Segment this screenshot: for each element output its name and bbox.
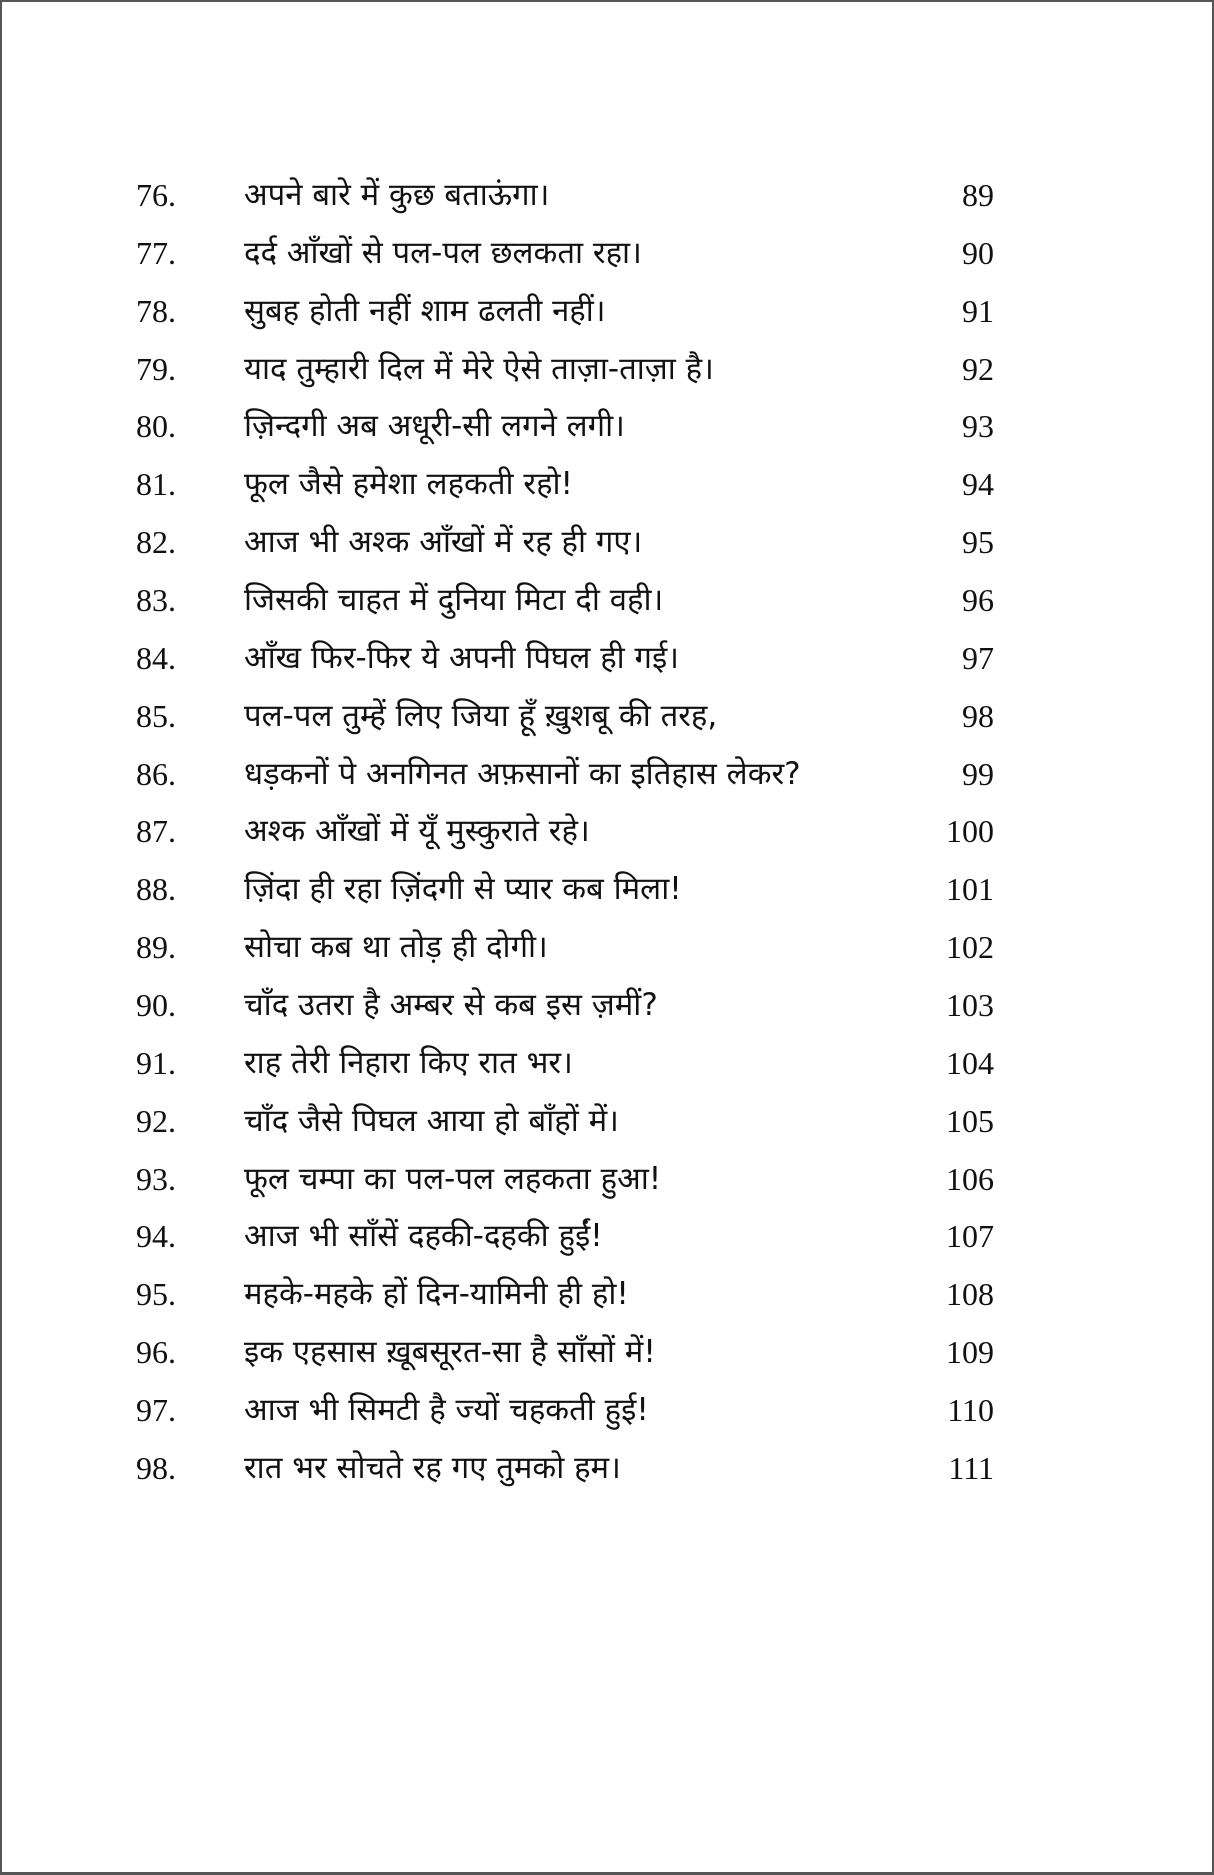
toc-entry	[2, 803, 1214, 861]
entry-number: 85.	[136, 697, 176, 734]
entry-page-number: 104	[946, 1044, 994, 1081]
entry-page-number: 92	[962, 350, 994, 387]
toc-entry	[2, 456, 1214, 514]
entry-page-number: 111	[948, 1449, 994, 1486]
entry-title: जिसकी चाहत में दुनिया मिटा दी वही।	[244, 582, 664, 619]
entry-title: दर्द आँखों से पल-पल छलकता रहा।	[244, 234, 642, 271]
entry-title: ज़िन्दगी अब अधूरी-सी लगने लगी।	[244, 408, 625, 445]
toc-entry	[2, 688, 1214, 746]
entry-page-number: 98	[962, 697, 994, 734]
toc-entry	[2, 167, 1214, 225]
toc-entry	[2, 1324, 1214, 1382]
entry-page-number: 93	[962, 408, 994, 445]
entry-number: 87.	[136, 813, 176, 850]
toc-entry	[2, 1093, 1214, 1151]
toc-entry	[2, 746, 1214, 804]
entry-number: 78.	[136, 292, 176, 329]
entry-title: चाँद उतरा है अम्बर से कब इस ज़मीं?	[244, 987, 658, 1024]
entry-title: अश्क आँखों में यूँ मुस्कुराते रहे।	[244, 813, 590, 850]
toc-entry	[2, 919, 1214, 977]
table-of-contents	[2, 167, 1214, 1498]
entry-title: धड़कनों पे अनगिनत अफ़सानों का इतिहास लेकर?	[244, 755, 801, 792]
toc-entry	[2, 861, 1214, 919]
toc-entry	[2, 1208, 1214, 1266]
entry-number: 81.	[136, 466, 176, 503]
entry-title: रात भर सोचते रह गए तुमको हम।	[244, 1449, 621, 1486]
entry-number: 90.	[136, 987, 176, 1024]
entry-title: आज भी साँसें दहकी-दहकी हुईं!	[244, 1218, 603, 1255]
toc-entry	[2, 1266, 1214, 1324]
entry-page-number: 105	[946, 1102, 994, 1139]
entry-page-number: 101	[946, 871, 994, 908]
toc-entry	[2, 977, 1214, 1035]
entry-number: 97.	[136, 1392, 176, 1429]
toc-entry	[2, 630, 1214, 688]
entry-number: 93.	[136, 1160, 176, 1197]
entry-number: 77.	[136, 234, 176, 271]
entry-page-number: 97	[962, 639, 994, 676]
entry-page-number: 107	[946, 1218, 994, 1255]
entry-number: 83.	[136, 582, 176, 619]
toc-entry	[2, 341, 1214, 399]
entry-number: 91.	[136, 1044, 176, 1081]
entry-title: अपने बारे में कुछ बताऊंगा।	[244, 177, 550, 213]
entry-page-number: 90	[962, 234, 994, 271]
entry-page-number: 102	[946, 929, 994, 966]
entry-page-number: 99	[962, 755, 994, 792]
entry-title: ज़िंदा ही रहा ज़िंदगी से प्यार कब मिला!	[244, 871, 682, 908]
toc-entry	[2, 398, 1214, 456]
entry-number: 89.	[136, 929, 176, 966]
entry-title: आज भी अश्क आँखों में रह ही गए।	[244, 524, 643, 561]
entry-page-number: 94	[962, 466, 994, 503]
toc-entry	[2, 1440, 1214, 1498]
entry-page-number: 95	[962, 524, 994, 561]
entry-number: 84.	[136, 639, 176, 676]
toc-entry	[2, 283, 1214, 341]
entry-number: 82.	[136, 524, 176, 561]
entry-title: फूल जैसे हमेशा लहकती रहो!	[244, 466, 573, 503]
entry-number: 96.	[136, 1334, 176, 1371]
entry-number: 76.	[136, 177, 176, 213]
toc-entry	[2, 225, 1214, 283]
entry-title: याद तुम्हारी दिल में मेरे ऐसे ताज़ा-ताज़ा है।	[244, 350, 714, 387]
entry-title: राह तेरी निहारा किए रात भर।	[244, 1044, 573, 1081]
entry-title: आँख फिर-फिर ये अपनी पिघल ही गई।	[244, 639, 679, 676]
entry-number: 79.	[136, 350, 176, 387]
entry-number: 88.	[136, 871, 176, 908]
entry-number: 98.	[136, 1449, 176, 1486]
entry-number: 92.	[136, 1102, 176, 1139]
toc-entry	[2, 572, 1214, 630]
entry-title: इक एहसास ख़ूबसूरत-सा है साँसों में!	[244, 1334, 656, 1371]
entry-page-number: 91	[962, 292, 994, 329]
entry-title: सुबह होती नहीं शाम ढलती नहीं।	[244, 292, 606, 329]
toc-entry	[2, 1382, 1214, 1440]
entry-number: 80.	[136, 408, 176, 445]
entry-page-number: 96	[962, 582, 994, 619]
entry-number: 95.	[136, 1276, 176, 1313]
entry-page-number: 109	[946, 1334, 994, 1371]
entry-title: सोचा कब था तोड़ ही दोगी।	[244, 929, 548, 966]
entry-title: पल-पल तुम्हें लिए जिया हूँ ख़ुशबू की तरह,	[244, 697, 718, 734]
entry-page-number: 89	[962, 177, 994, 213]
entry-number: 86.	[136, 755, 176, 792]
entry-page-number: 103	[946, 987, 994, 1024]
entry-number: 94.	[136, 1218, 176, 1255]
entry-title: महके-महके हों दिन-यामिनी ही हो!	[244, 1276, 629, 1313]
toc-entry	[2, 1035, 1214, 1093]
entry-page-number: 106	[946, 1160, 994, 1197]
entry-title: फूल चम्पा का पल-पल लहकता हुआ!	[244, 1160, 662, 1197]
toc-entry	[2, 1151, 1214, 1209]
entry-page-number: 108	[946, 1276, 994, 1313]
entry-page-number: 100	[946, 813, 994, 850]
entry-title: आज भी सिमटी है ज्यों चहकती हुई!	[244, 1392, 649, 1429]
entry-page-number: 110	[947, 1392, 994, 1429]
toc-entry	[2, 514, 1214, 572]
entry-title: चाँद जैसे पिघल आया हो बाँहों में।	[244, 1102, 619, 1139]
